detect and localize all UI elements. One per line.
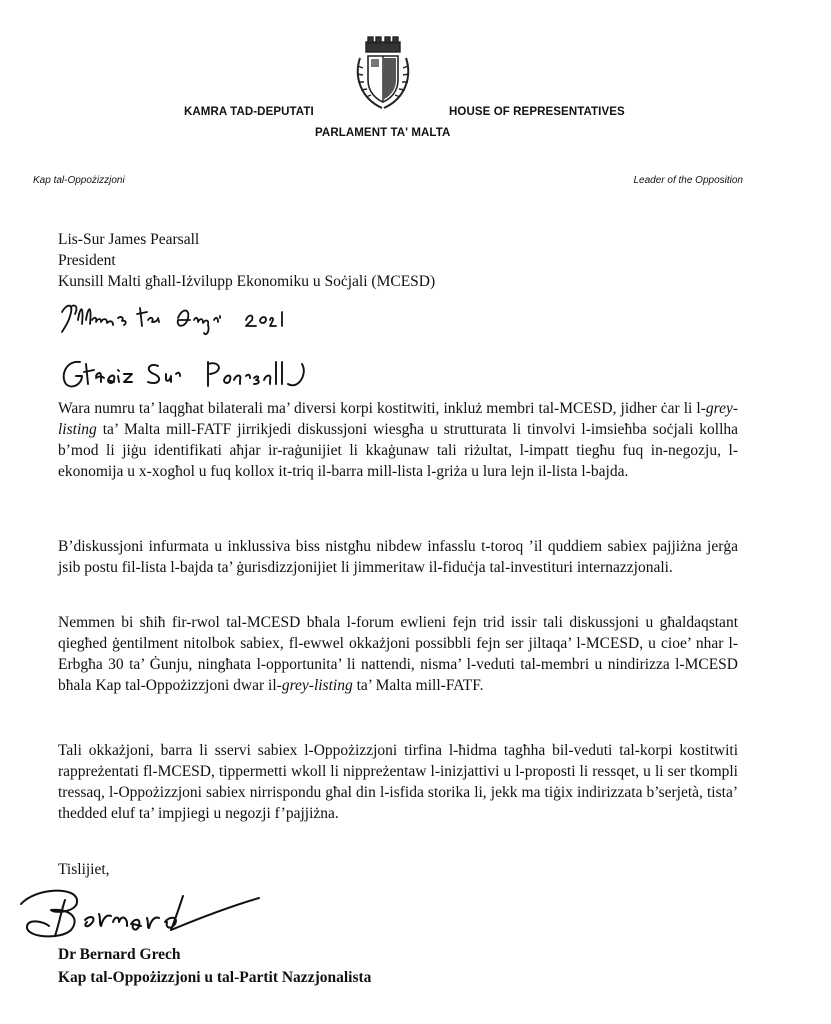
paragraph-1-text-b: ta’ Malta mill-FATF jirrikjedi diskussjoni wiesgħa u strutturata li tinvolvi l-imsieħba soċjali kollha b’mod li jiġu identifikati aħjar ir-raġunijiet li kkaġunaw tali riżultat, l-impatt tiegħu fuq in-negozju, l-ekonomija u x-xogħol u fuq kollox it-triq il-barra mill-lista l-griża u lura lejn il-lista l-bajda.	[58, 421, 738, 480]
coat-of-arms-icon	[352, 36, 414, 110]
paragraph-1-text-a: Wara numru ta’ laqgħat bilaterali ma’ diversi korpi kostitwiti, inkluż membri tal-MCESD, jidher ċar li l-	[58, 400, 706, 417]
signer-title: Kap tal-Oppożizzjoni u tal-Partit Nazzjonalista	[58, 969, 372, 986]
addressee-organisation: Kunsill Malti għall-Iżvilupp Ekonomiku u Soċjali (MCESD)	[58, 273, 436, 290]
addressee-title: President	[58, 252, 116, 269]
role-english: Leader of the Opposition	[633, 175, 743, 186]
handwritten-date	[58, 298, 328, 338]
valediction: Tislijiet,	[58, 861, 110, 878]
paragraph-4: Tali okkażjoni, barra li sservi sabiex l-Oppożizzjoni tirfina l-ħidma tagħha bil-veduti tal-korpi kostitwiti rappreżentati fl-MCESD, tippermetti wkoll li nippreżentaw l-inizjattivi u l-proposti li ressqet, u li ser tkompli tressaq, l-Oppożizzjoni sabiex nirrispondu għal din l-isfida storika li, jekk ma tiġix indirizzata b’serjetà, tista’ thedded eluf ta’ impjiegi u negozji f’pajjiżna.	[58, 742, 738, 822]
paragraph-1-italic-term: grey-listing	[58, 400, 738, 438]
letterhead-parliament-title: PARLAMENT TA' MALTA	[315, 127, 451, 139]
role-maltese: Kap tal-Oppożizzjoni	[33, 175, 125, 186]
handwritten-signature	[15, 878, 265, 946]
signer-name: Dr Bernard Grech	[58, 946, 181, 963]
handwritten-salutation	[58, 354, 348, 400]
paragraph-3-italic-term: grey-listing	[281, 677, 353, 694]
paragraph-2: B’diskussjoni infurmata u inklussiva biss nistgħu nibdew infasslu t-toroq ’il quddiem sabiex pajjiżna jerġa jsib postu fil-lista l-bajda ta’ ġurisdizzjonijiet li jimmeritaw il-fiduċja tal-investituri internazzjonali.	[58, 538, 738, 576]
addressee-block	[58, 229, 435, 292]
paragraph-3-text-a: Nemmen bi sħiħ fir-rwol tal-MCESD bħala l-forum ewlieni fejn trid issir tali diskussjoni u għaldaqstant qiegħed ġentilment nitolbok sabiex, fl-ewwel okkażjoni possibbli fejn ser jiltaqa’ l-MCESD, u cioe’ nhar l-Erbgħa 30 ta’ Ġunju, ningħata l-opportunita’ li nattendi, nisma’ l-veduti tal-membri u nindirizza l-MCESD bħala Kap tal-Oppożizzjoni dwar il-	[58, 614, 738, 694]
letterhead-maltese-title: KAMRA TAD-DEPUTATI	[184, 106, 314, 118]
signer-block	[58, 943, 371, 989]
paragraph-3	[58, 612, 738, 696]
letterhead-english-title: HOUSE OF REPRESENTATIVES	[449, 106, 625, 118]
addressee-name: Lis-Sur James Pearsall	[58, 231, 200, 248]
paragraph-1	[58, 398, 738, 482]
paragraph-3-text-b: ta’ Malta mill-FATF.	[352, 677, 484, 694]
